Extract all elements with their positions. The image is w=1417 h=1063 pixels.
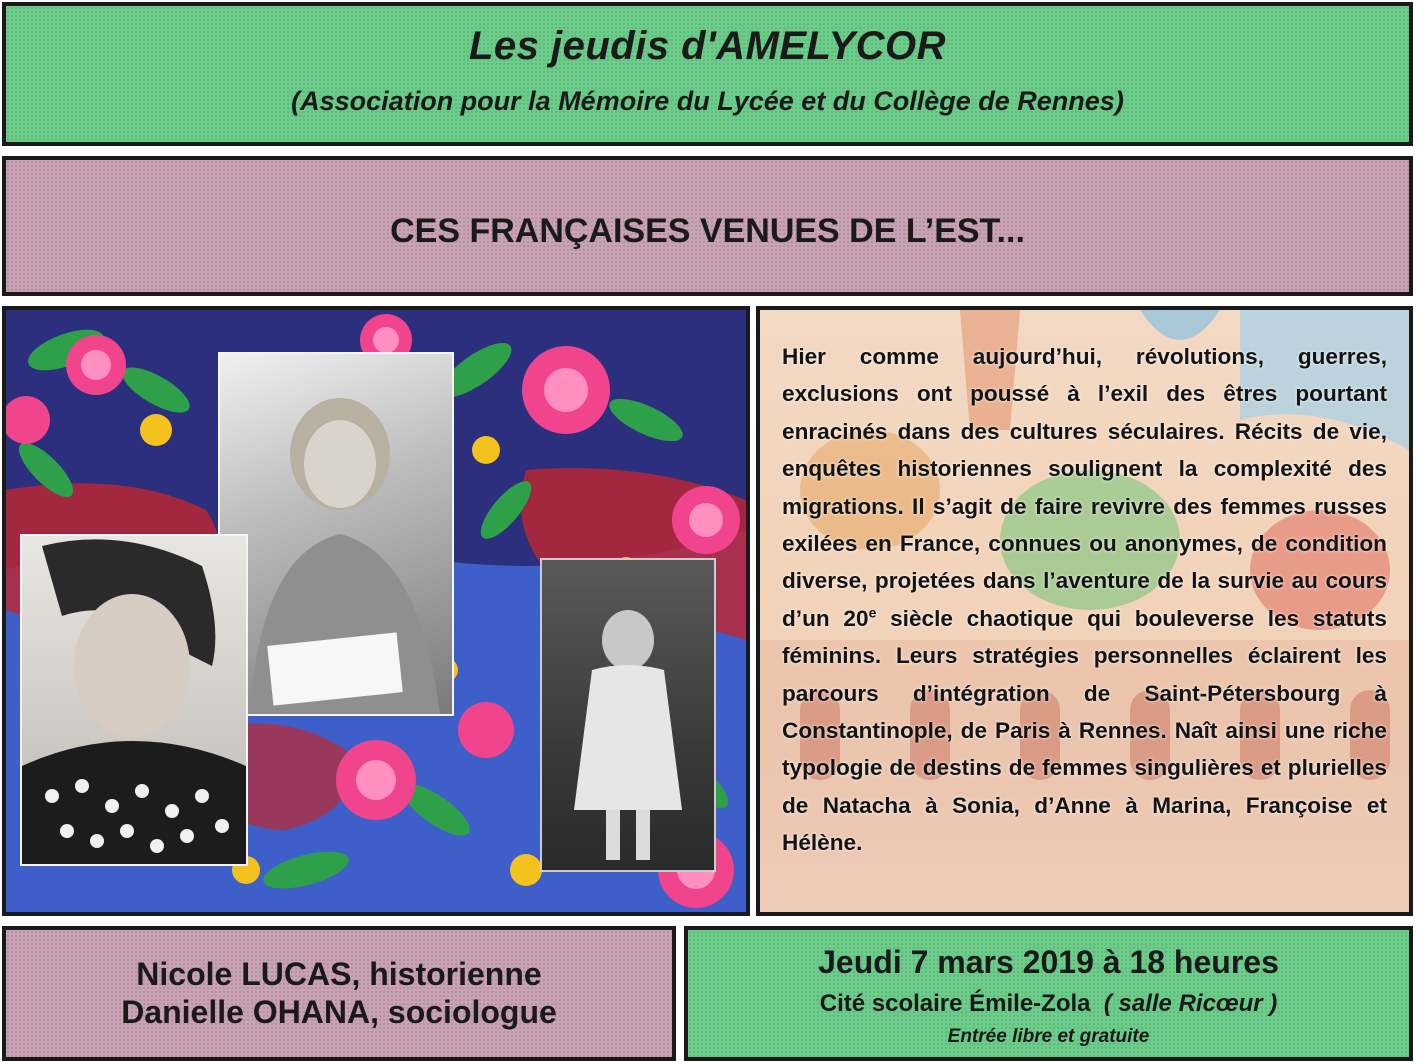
venue-name: Cité scolaire Émile-Zola bbox=[819, 990, 1091, 1017]
venue-room: ( salle Ricœur ) bbox=[1103, 990, 1278, 1017]
description-part-2: siècle chaotique qui bouleverse les statuts féminins. Leurs stratégies personnelles éclairent les parcours d’intégration de Saint-Pétersbourg à Constantinople, de Paris à Rennes. Naît ainsi une riche typologie de destins de femmes singulières et plurielles de Natacha à Sonia, d’Anne à Marina, Françoise et Hélène. bbox=[782, 605, 1388, 856]
child-photo bbox=[540, 558, 716, 872]
event-date: Jeudi 7 mars 2019 à 18 heures bbox=[818, 944, 1279, 980]
event-series-title: Les jeudis d'AMELYCOR bbox=[468, 24, 947, 68]
century-superscript: e bbox=[868, 604, 877, 621]
association-subtitle: (Association pour la Mémoire du Lycée et du Collège de Rennes) bbox=[291, 86, 1124, 116]
description-panel bbox=[756, 306, 1413, 916]
speaker-2: Danielle OHANA, sociologue bbox=[121, 994, 557, 1030]
header-panel bbox=[2, 2, 1413, 146]
entry-info: Entrée libre et gratuite bbox=[947, 1026, 1150, 1047]
portrait-photo bbox=[218, 352, 454, 716]
description-text bbox=[782, 338, 1387, 862]
description-part-1: Hier comme aujourd’hui, révolutions, guerres, exclusions ont poussé à l’exil des êtres pourtant enracinés dans des cultures séculaires. Récits de vie, enquêtes historiennes soulignent la complexité des migrations. Il s’agit de faire revivre des femmes russes exilées en France, connues ou anonymes, de condition diverse, projetées dans l’aventure de la survie au cours d’un 20 bbox=[782, 344, 1387, 631]
photo-collage bbox=[2, 306, 750, 916]
event-info-panel bbox=[684, 926, 1413, 1061]
speaker-1: Nicole LUCAS, historienne bbox=[136, 956, 542, 992]
talk-headline: CES FRANÇAISES VENUES DE L’EST... bbox=[390, 212, 1025, 250]
event-venue bbox=[688, 990, 1409, 1018]
headline-panel bbox=[2, 156, 1413, 296]
speakers-panel bbox=[2, 926, 676, 1061]
woman-portrait-photo bbox=[20, 534, 248, 866]
